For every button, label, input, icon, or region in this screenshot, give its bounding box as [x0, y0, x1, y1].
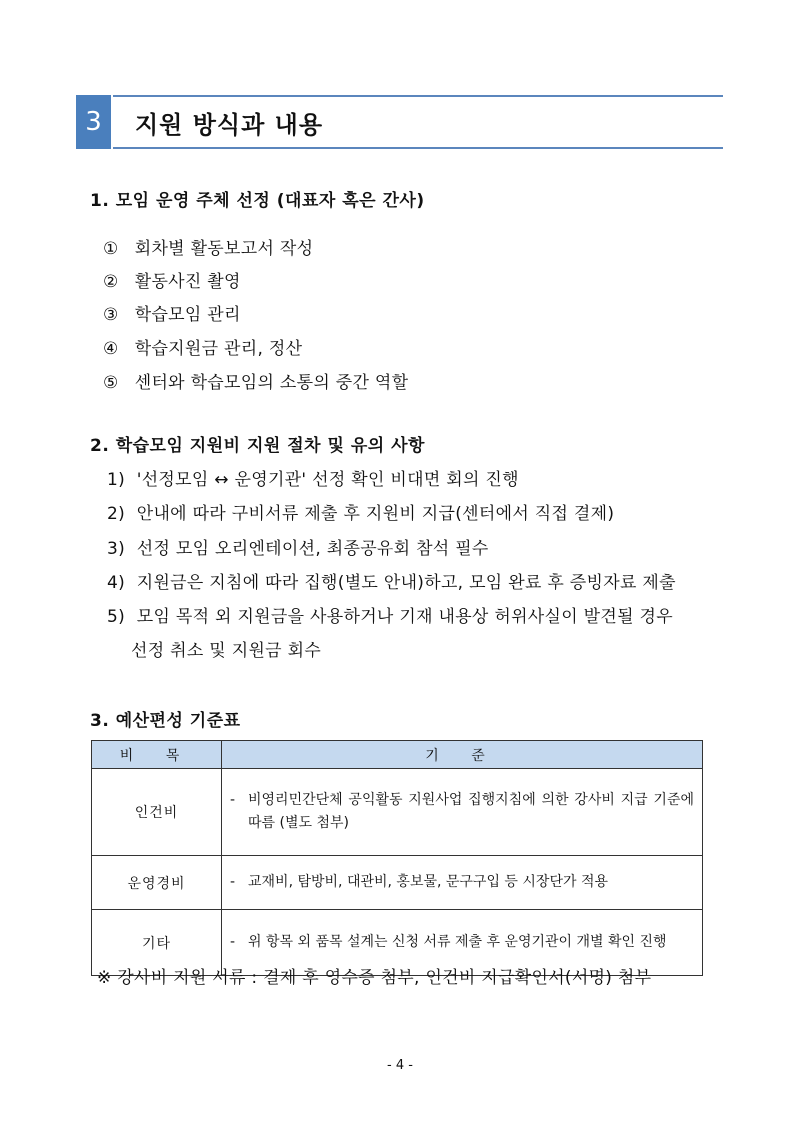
part2-heading: 2. 학습모임 지원비 지원 절차 및 유의 사항: [90, 436, 425, 456]
item-text: 학습모임 관리: [134, 305, 241, 325]
item-mark: ③: [103, 305, 119, 325]
item-mark: 4): [107, 573, 126, 593]
item-mark: 5): [107, 607, 126, 627]
item-text: 회차별 활동보고서 작성: [134, 239, 314, 259]
row-category: 운영경비: [92, 856, 222, 910]
section-header: [76, 95, 723, 149]
list-item: [107, 499, 614, 524]
item-mark: ②: [103, 272, 119, 292]
item-text: 모임 목적 외 지원금을 사용하거나 기재 내용상 허위사실이 발견될 경우: [136, 607, 673, 627]
page-number: - 4 -: [387, 1058, 413, 1073]
table-row: [92, 856, 703, 910]
list-item: [103, 300, 241, 325]
dash-marker: -: [230, 874, 236, 890]
item-mark: 2): [107, 504, 126, 524]
item-mark: ①: [103, 239, 119, 259]
row-description-cell: [222, 769, 703, 856]
dash-marker: -: [230, 934, 236, 950]
item-text: 지원금은 지침에 따라 집행(별도 안내)하고, 모임 완료 후 증빙자료 제출: [136, 573, 676, 593]
section-title: 지원 방식과 내용: [113, 95, 723, 149]
list-item: [103, 267, 241, 292]
list-item: [107, 568, 676, 593]
footnote: ※ 강사비 지원 서류 : 결제 후 영수증 첨부, 인건비 지급확인서(서명) 첨부: [97, 968, 652, 988]
item-text: 학습지원금 관리, 정산: [134, 339, 303, 359]
list-item: [107, 602, 673, 627]
part1-heading: 1. 모임 운영 주체 선정 (대표자 혹은 간사): [90, 191, 425, 211]
list-item: [107, 465, 519, 490]
section-number: 3: [76, 95, 111, 149]
item-mark: ⑤: [103, 373, 119, 393]
row-description: 교재비, 탐방비, 대관비, 홍보물, 문구구입 등 시장단가 적용: [248, 874, 609, 890]
list-item-continuation: 선정 취소 및 지원금 회수: [131, 641, 322, 661]
column-header-criteria: 기 준: [222, 741, 703, 769]
item-mark: 3): [107, 539, 126, 559]
item-mark: ④: [103, 339, 119, 359]
dash-marker: -: [230, 792, 236, 808]
list-item: [103, 334, 302, 359]
item-text: 선정 모임 오리엔테이션, 최종공유회 참석 필수: [136, 539, 489, 559]
row-description-cell: [222, 856, 703, 910]
row-description: 비영리민간단체 공익활동 지원사업 집행지침에 의한 강사비 지급 기준에 따름 (별도 첨부): [248, 792, 694, 831]
column-header-category: 비 목: [92, 741, 222, 769]
table-header-row: [92, 741, 703, 769]
part3-heading: 3. 예산편성 기준표: [90, 711, 241, 731]
row-category: 기타: [92, 910, 222, 976]
item-mark: 1): [107, 470, 126, 490]
list-item: [103, 234, 313, 259]
list-item: [103, 368, 408, 393]
item-text: 활동사진 촬영: [134, 272, 241, 292]
table-row: [92, 769, 703, 856]
item-text: 센터와 학습모임의 소통의 중간 역할: [134, 373, 409, 393]
list-item: [107, 534, 489, 559]
item-text: '선정모임 ↔ 운영기관' 선정 확인 비대면 회의 진행: [136, 470, 519, 490]
budget-table: [91, 740, 703, 976]
row-category: 인건비: [92, 769, 222, 856]
item-text: 안내에 따라 구비서류 제출 후 지원비 지급(센터에서 직접 결제): [136, 504, 615, 524]
row-description: 위 항목 외 품목 설계는 신청 서류 제출 후 운영기관이 개별 확인 진행: [248, 934, 667, 950]
